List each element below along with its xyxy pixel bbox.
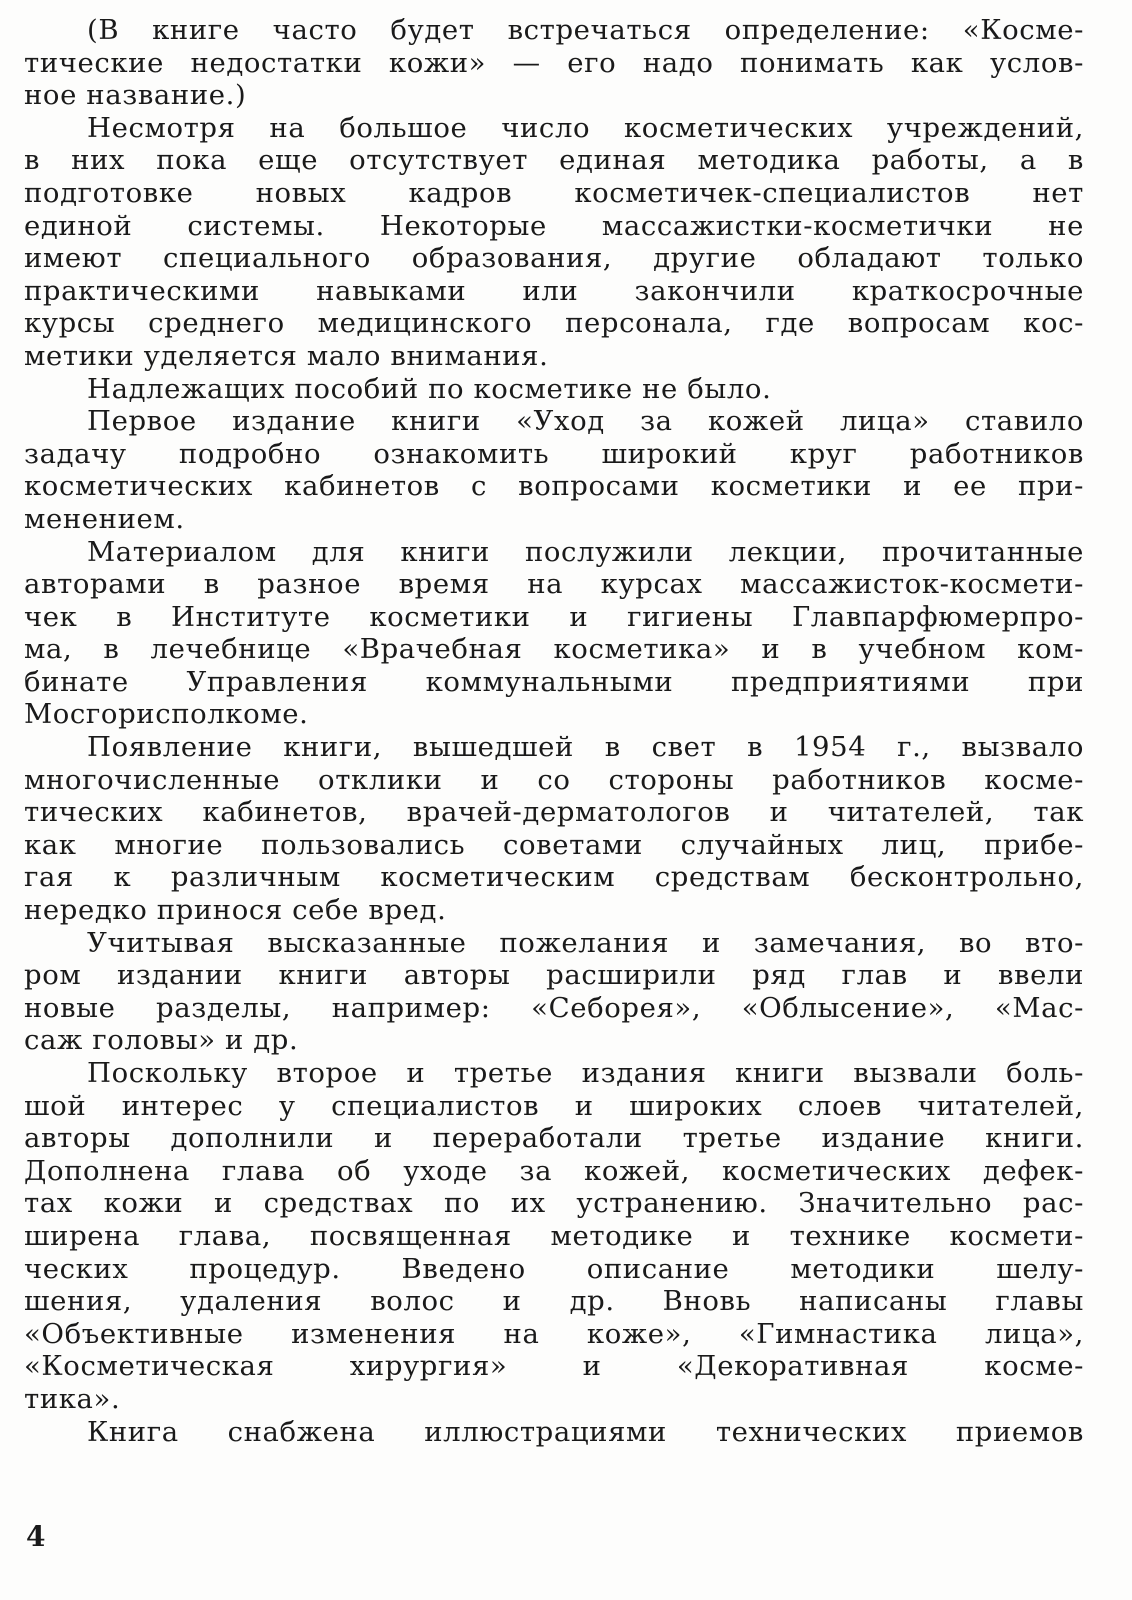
text-line: ширена глава, посвященная методике и технике космети- xyxy=(24,1219,1084,1252)
text-line: как многие пользовались советами случайных лиц, прибе- xyxy=(24,828,1084,861)
text-line: практическими навыками или закончили краткосрочные xyxy=(24,274,1084,307)
text-line: новые разделы, например: «Себорея», «Облысение», «Мас- xyxy=(24,991,1084,1024)
text-line: тика». xyxy=(24,1382,121,1415)
text-line: нередко принося себе вред. xyxy=(24,894,447,927)
text-line: Поскольку второе и третье издания книги вызвали боль- xyxy=(87,1057,1084,1089)
text-line: «Косметическая хирургия» и «Декоративная косме- xyxy=(24,1350,1084,1383)
text-line: задачу подробно ознакомить широкий круг работников xyxy=(24,437,1084,470)
text-line: Надлежащих пособий по косметике не было. xyxy=(87,372,772,405)
text-line: авторами в разное время на курсах массажисток-космети- xyxy=(24,568,1084,601)
text-line: Дополнена глава об уходе за кожей, косметических дефек- xyxy=(24,1154,1084,1187)
text-line: курсы среднего медицинского персонала, где вопросам кос- xyxy=(24,307,1084,340)
text-line: в них пока еще отсутствует единая методика работы, а в xyxy=(24,144,1084,177)
text-line: ром издании книги авторы расширили ряд глав и ввели xyxy=(24,959,1084,992)
text-line: бинате Управления коммунальными предприятиями при xyxy=(24,665,1084,698)
text-line: метики уделяется мало внимания. xyxy=(24,339,549,372)
text-line: менением. xyxy=(24,502,185,535)
text-line: тических кабинетов, врачей-дерматологов и читателей, так xyxy=(24,796,1084,829)
text-line: ное название.) xyxy=(24,79,247,112)
text-line: тические недостатки кожи» — его надо понимать как услов- xyxy=(24,46,1084,79)
text-line: Материалом для книги послужили лекции, прочитанные xyxy=(87,535,1084,568)
page-number: 4 xyxy=(26,1520,46,1553)
text-line: шения, удаления волос и др. Вновь написаны главы xyxy=(24,1285,1084,1318)
text-line: Книга снабжена иллюстрациями технических приемов xyxy=(87,1415,1084,1448)
text-line: «Объективные изменения на коже», «Гимнастика лица», xyxy=(24,1317,1084,1350)
text-line: авторы дополнили и переработали третье издание книги. xyxy=(24,1122,1084,1155)
text-line: имеют специального образования, другие обладают только xyxy=(24,242,1084,275)
text-line: шой интерес у специалистов и широких слоев читателей, xyxy=(24,1089,1084,1122)
text-line: гая к различным косметическим средствам бесконтрольно, xyxy=(24,861,1084,894)
text-line: единой системы. Некоторые массажистки-косметички не xyxy=(24,209,1084,242)
text-line: Первое издание книги «Уход за кожей лица» ставило xyxy=(87,405,1084,438)
text-line: Появление книги, вышедшей в свет в 1954 г., вызвало xyxy=(87,731,1084,764)
body-text xyxy=(24,14,1084,1448)
text-line: косметических кабинетов с вопросами косметики и ее при- xyxy=(24,470,1084,503)
text-line: ческих процедур. Введено описание методики шелу- xyxy=(24,1252,1084,1285)
text-line: Мосгорисполкоме. xyxy=(24,698,309,731)
text-line: ма, в лечебнице «Врачебная косметика» и в учебном ком- xyxy=(24,633,1084,666)
text-line: (В книге часто будет встречаться определение: «Косме- xyxy=(87,14,1084,46)
text-line: Учитывая высказанные пожелания и замечания, во вто- xyxy=(87,926,1084,959)
text-line: подготовке новых кадров косметичек-специалистов нет xyxy=(24,176,1084,209)
text-line: саж головы» и др. xyxy=(24,1024,299,1057)
text-line: многочисленные отклики и со стороны работников косме- xyxy=(24,763,1084,796)
text-line: чек в Институте косметики и гигиены Главпарфюмерпро- xyxy=(24,600,1084,633)
text-line: тах кожи и средствах по их устранению. Значительно рас- xyxy=(24,1187,1084,1220)
text-line: Несмотря на большое число косметических учреждений, xyxy=(87,111,1084,144)
